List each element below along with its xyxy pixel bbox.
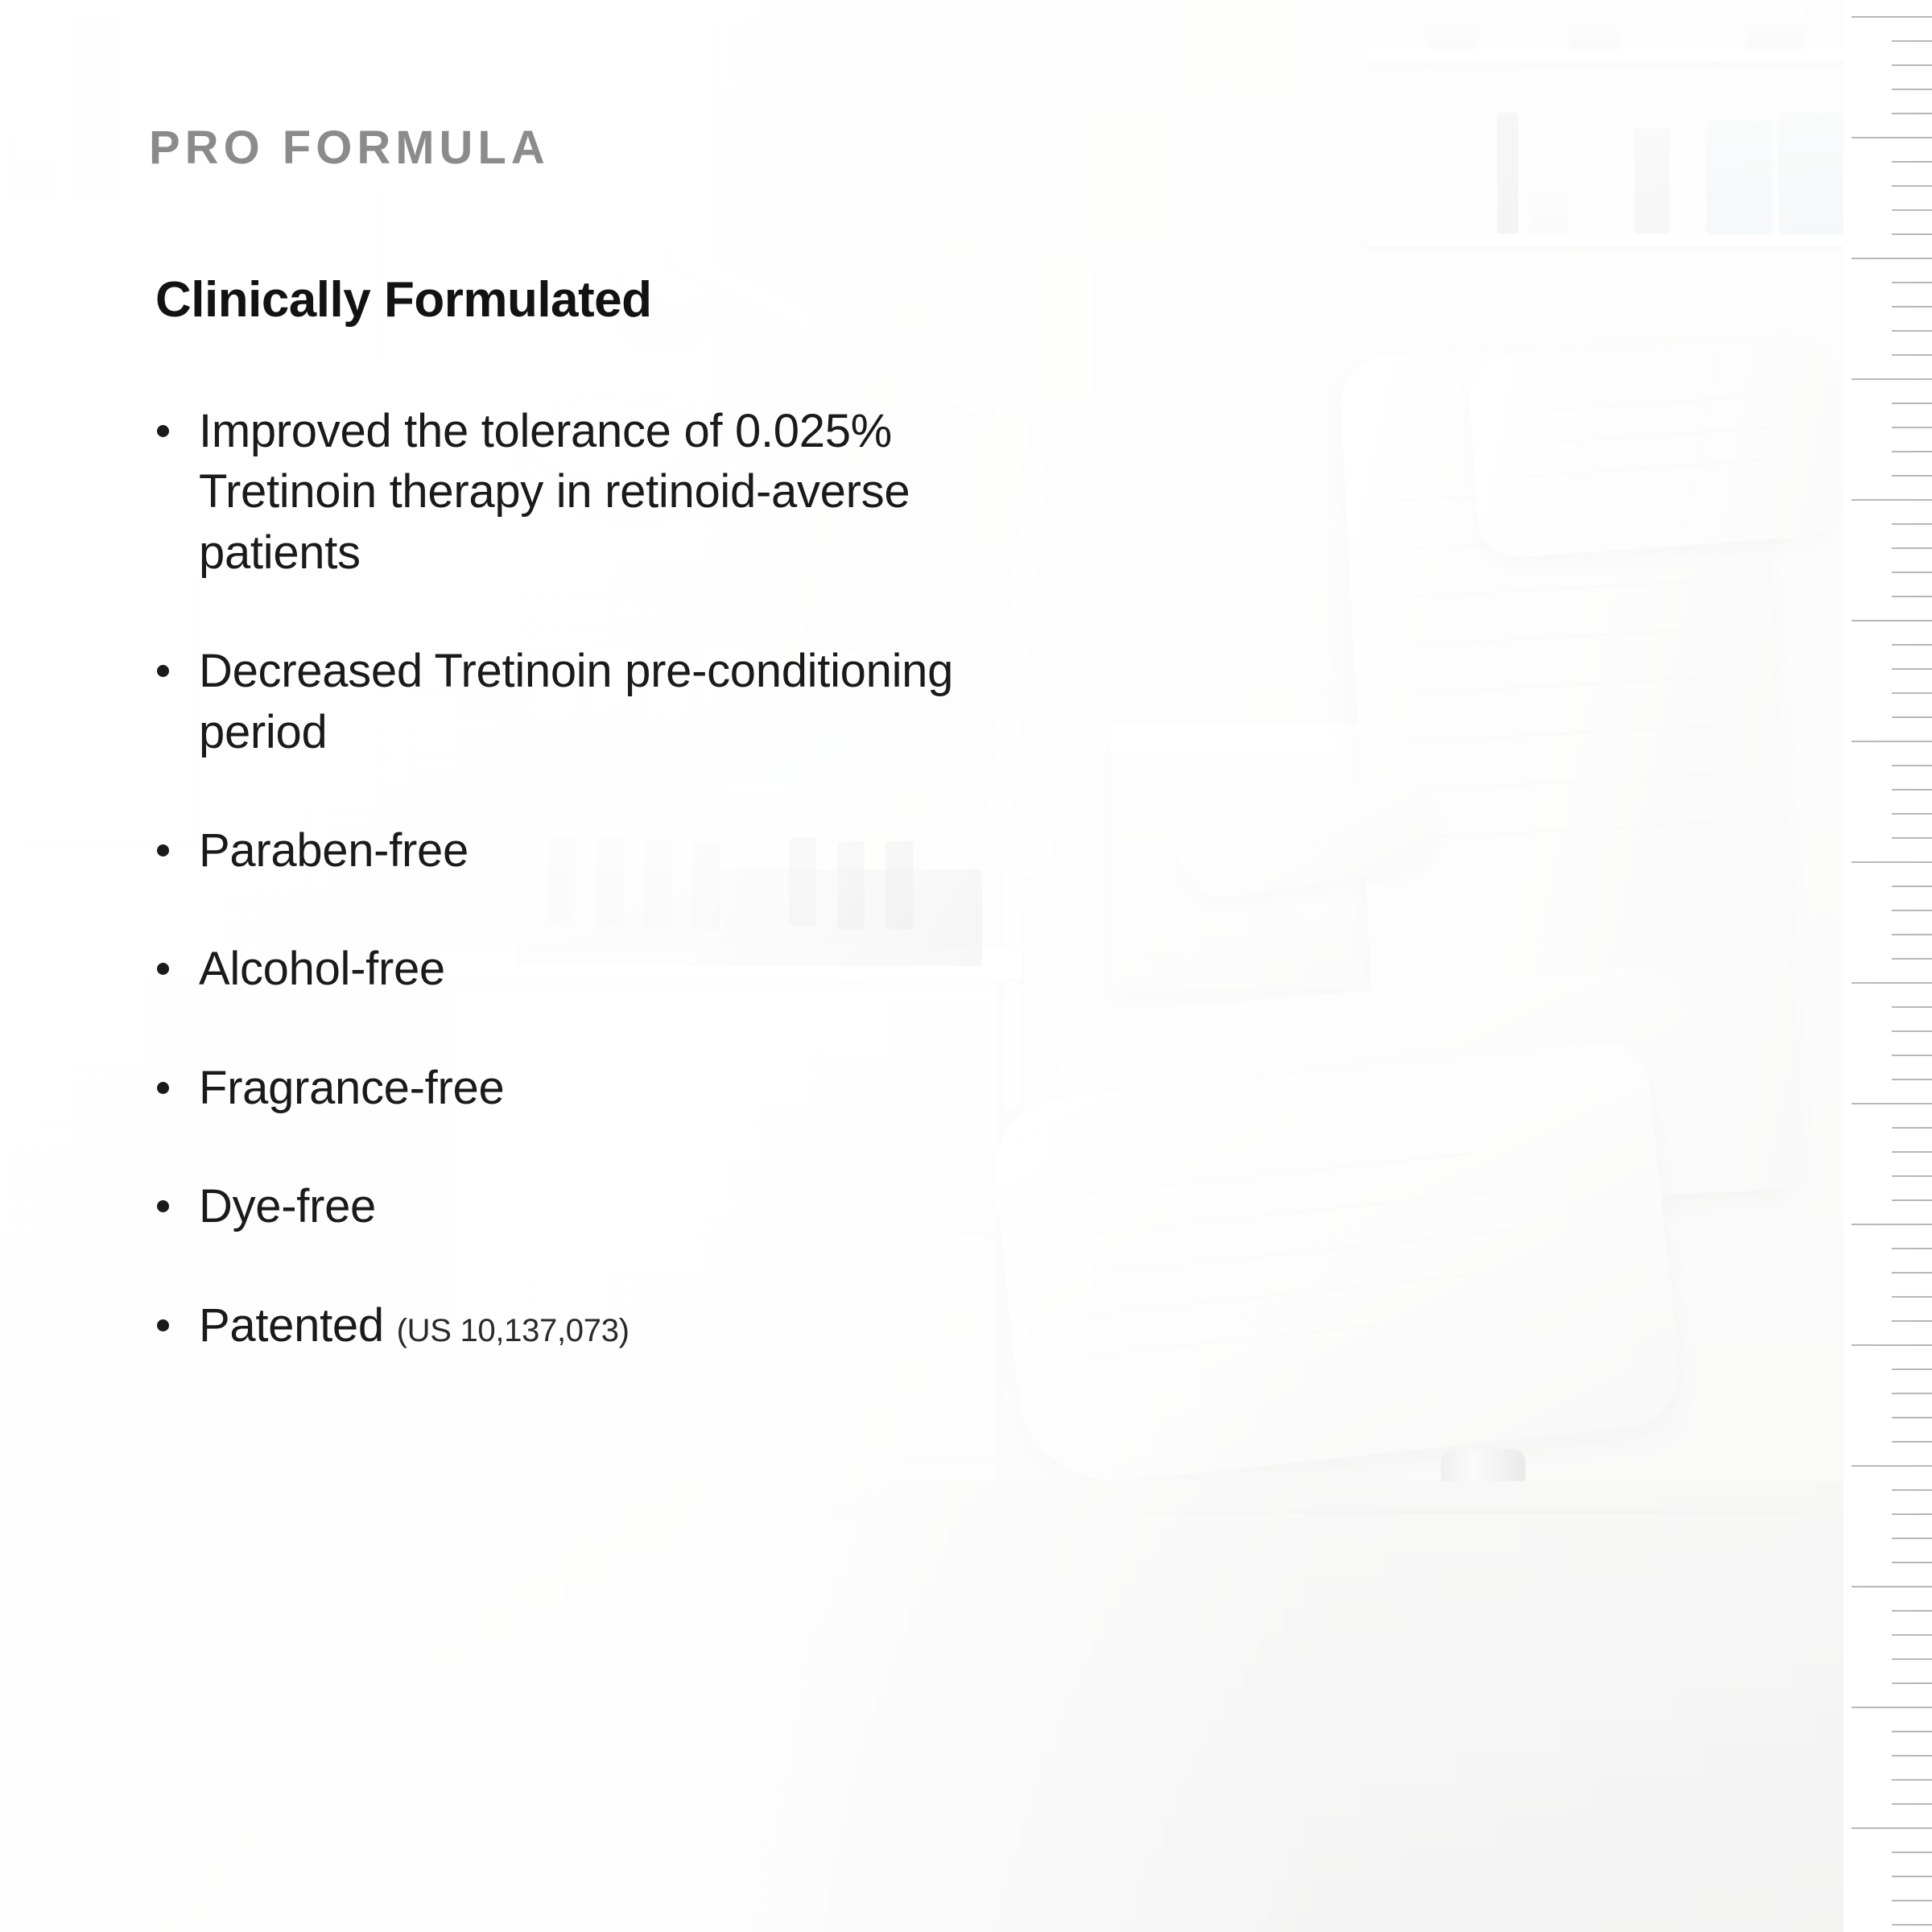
list-item: Alcohol-free [149,939,1051,999]
patent-number: (US 10,137,073) [396,1312,630,1348]
list-item: Fragrance-free [149,1058,1051,1118]
eyebrow-label: PRO FORMULA [149,122,550,174]
list-item-patent [149,1295,1051,1356]
patent-label: Patented [199,1298,384,1352]
list-item: Decreased Tretinoin pre-conditioning period [149,641,1051,762]
benefits-list [149,401,1051,1356]
page-title: Clinically Formulated [155,272,652,328]
list-item: Improved the tolerance of 0.025% Tretinoin therapy in retinoid-averse patients [149,401,1051,583]
list-item: Dye-free [149,1176,1051,1236]
list-item: Paraben-free [149,820,1051,881]
slide-content [149,121,1051,1414]
